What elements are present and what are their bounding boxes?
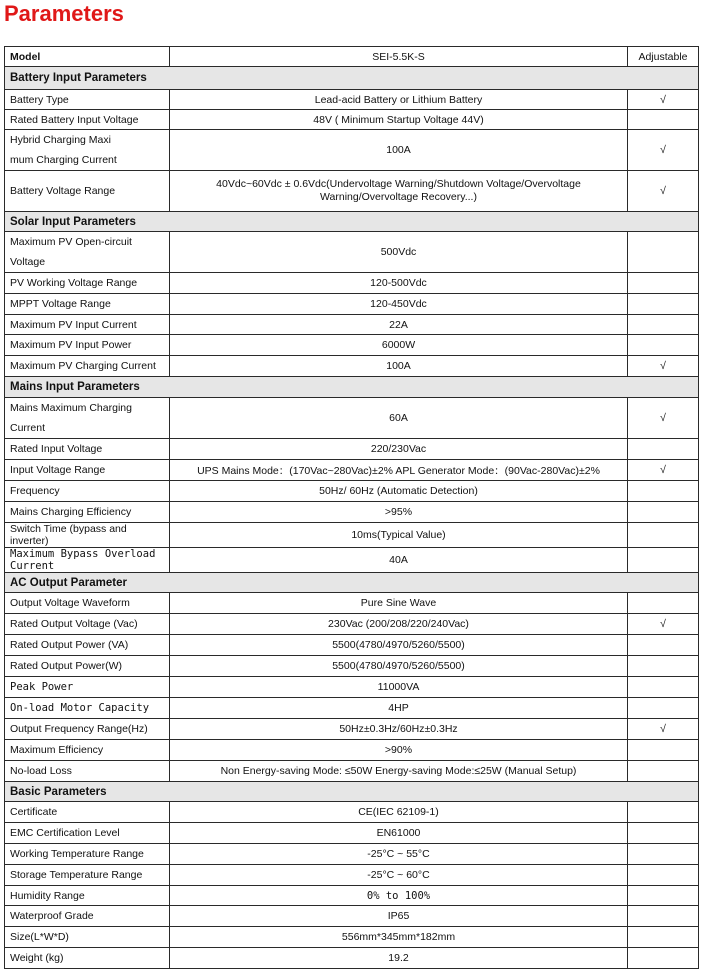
parameter-label: Rated Output Power(W)	[5, 656, 170, 677]
parameter-value: IP65	[170, 906, 628, 927]
parameter-label: Frequency	[5, 481, 170, 502]
section-title: Battery Input Parameters	[5, 67, 699, 90]
table-row	[5, 593, 699, 614]
parameter-value: 5500(4780/4970/5260/5500)	[170, 656, 628, 677]
adjustable-check	[628, 844, 699, 865]
adjustable-check	[628, 886, 699, 906]
parameter-value: 230Vac (200/208/220/240Vac)	[170, 614, 628, 635]
parameter-value: 19.2	[170, 948, 628, 969]
parameter-value: 60A	[170, 398, 628, 439]
table-row	[5, 171, 699, 212]
parameter-label: Maximum PV Charging Current	[5, 356, 170, 377]
parameters-table-body	[5, 47, 699, 969]
cell-line: Hybrid Charging Maxi	[10, 134, 111, 146]
adjustable-check	[628, 232, 699, 273]
table-row	[5, 548, 699, 573]
section-header-row	[5, 377, 699, 398]
parameter-label: Maximum Bypass Overload Current	[5, 548, 170, 573]
cell-line: 40Vdc~60Vdc ± 0.6Vdc(Undervoltage Warning/Shutdown Voltage/Overvoltage	[216, 178, 581, 190]
section-header-row	[5, 67, 699, 90]
table-row	[5, 927, 699, 948]
parameter-value: UPS Mains Mode：(170Vac~280Vac)±2% APL Generator Mode：(90Vac-280Vac)±2%	[170, 460, 628, 481]
table-row	[5, 677, 699, 698]
adjustable-check	[628, 315, 699, 335]
parameter-label: Humidity Range	[5, 886, 170, 906]
parameter-value: CE(IEC 62109-1)	[170, 802, 628, 823]
parameter-label: Maximum PV Input Power	[5, 335, 170, 356]
section-header-row	[5, 782, 699, 802]
adjustable-check	[628, 635, 699, 656]
table-row	[5, 110, 699, 130]
table-row	[5, 614, 699, 635]
parameter-value: 556mm*345mm*182mm	[170, 927, 628, 948]
parameter-value: EN61000	[170, 823, 628, 844]
parameter-value: 50Hz±0.3Hz/60Hz±0.3Hz	[170, 719, 628, 740]
table-header-row	[5, 47, 699, 67]
section-title: Solar Input Parameters	[5, 212, 699, 232]
parameter-label: Switch Time (bypass and inverter)	[5, 523, 170, 548]
section-header-row	[5, 573, 699, 593]
parameter-value: >95%	[170, 502, 628, 523]
adjustable-check: √	[628, 130, 699, 171]
parameter-label: Maximum PV Input Current	[5, 315, 170, 335]
parameter-label: Battery Type	[5, 90, 170, 110]
parameter-label: Output Voltage Waveform	[5, 593, 170, 614]
parameter-value: 50Hz/ 60Hz (Automatic Detection)	[170, 481, 628, 502]
table-row	[5, 802, 699, 823]
table-row	[5, 439, 699, 460]
parameter-label: Battery Voltage Range	[5, 171, 170, 212]
parameter-value: Lead-acid Battery or Lithium Battery	[170, 90, 628, 110]
parameter-label: Waterproof Grade	[5, 906, 170, 927]
table-row	[5, 130, 699, 171]
table-row	[5, 635, 699, 656]
table-row	[5, 698, 699, 719]
adjustable-check	[628, 740, 699, 761]
adjustable-check	[628, 110, 699, 130]
adjustable-check	[628, 593, 699, 614]
parameter-value: 6000W	[170, 335, 628, 356]
section-title: AC Output Parameter	[5, 573, 699, 593]
table-row	[5, 523, 699, 548]
adjustable-check	[628, 761, 699, 782]
adjustable-check: √	[628, 398, 699, 439]
table-row	[5, 823, 699, 844]
adjustable-check: √	[628, 460, 699, 481]
section-title: Basic Parameters	[5, 782, 699, 802]
parameter-label: Mains Charging Efficiency	[5, 502, 170, 523]
adjustable-check	[628, 294, 699, 315]
table-row	[5, 398, 699, 439]
parameter-value: 4HP	[170, 698, 628, 719]
parameter-label: PV Working Voltage Range	[5, 273, 170, 294]
parameter-value: 500Vdc	[170, 232, 628, 273]
parameter-label: Size(L*W*D)	[5, 927, 170, 948]
adjustable-check	[628, 439, 699, 460]
parameter-value: Non Energy-saving Mode: ≤50W Energy-saving Mode:≤25W (Manual Setup)	[170, 761, 628, 782]
parameter-value: >90%	[170, 740, 628, 761]
parameter-value: 5500(4780/4970/5260/5500)	[170, 635, 628, 656]
cell-line: Maximum PV Open-circuit	[10, 236, 132, 248]
parameter-value: 100A	[170, 130, 628, 171]
adjustable-check	[628, 273, 699, 294]
adjustable-check	[628, 656, 699, 677]
table-row	[5, 481, 699, 502]
cell-line: Current	[10, 422, 46, 434]
parameter-value: 40A	[170, 548, 628, 573]
parameter-label	[5, 130, 170, 171]
parameter-value: 22A	[170, 315, 628, 335]
section-header-row	[5, 212, 699, 232]
adjustable-check: √	[628, 614, 699, 635]
page-title: Parameters	[4, 1, 124, 26]
parameter-label: Maximum Efficiency	[5, 740, 170, 761]
adjustable-check	[628, 481, 699, 502]
parameter-value: 120-500Vdc	[170, 273, 628, 294]
table-row	[5, 90, 699, 110]
parameter-value: 120-450Vdc	[170, 294, 628, 315]
adjustable-check	[628, 948, 699, 969]
parameter-label: EMC Certification Level	[5, 823, 170, 844]
adjustable-check: √	[628, 719, 699, 740]
table-row	[5, 906, 699, 927]
table-row	[5, 865, 699, 886]
parameter-label: Certificate	[5, 802, 170, 823]
parameter-label: Output Frequency Range(Hz)	[5, 719, 170, 740]
table-row	[5, 886, 699, 906]
table-row	[5, 315, 699, 335]
parameter-label: Working Temperature Range	[5, 844, 170, 865]
adjustable-check	[628, 906, 699, 927]
adjustable-check: √	[628, 171, 699, 212]
parameter-label: Storage Temperature Range	[5, 865, 170, 886]
parameter-value: 48V ( Minimum Startup Voltage 44V)	[170, 110, 628, 130]
adjustable-check	[628, 823, 699, 844]
parameter-label: On-load Motor Capacity	[5, 698, 170, 719]
table-row	[5, 335, 699, 356]
cell-line: mum Charging Current	[10, 154, 117, 166]
adjustable-check	[628, 548, 699, 573]
cell-line: Voltage	[10, 256, 46, 268]
parameter-label: No-load Loss	[5, 761, 170, 782]
adjustable-label: Adjustable	[628, 47, 699, 67]
parameter-value: 0% to 100%	[170, 886, 628, 906]
table-row	[5, 502, 699, 523]
table-row	[5, 719, 699, 740]
table-row	[5, 356, 699, 377]
table-row	[5, 656, 699, 677]
table-row	[5, 294, 699, 315]
table-row	[5, 844, 699, 865]
table-row	[5, 948, 699, 969]
adjustable-check: √	[628, 90, 699, 110]
adjustable-check	[628, 677, 699, 698]
adjustable-check	[628, 502, 699, 523]
section-title: Mains Input Parameters	[5, 377, 699, 398]
parameter-value: -25°C ~ 55°C	[170, 844, 628, 865]
table-row	[5, 740, 699, 761]
adjustable-check	[628, 335, 699, 356]
parameter-label: Rated Input Voltage	[5, 439, 170, 460]
parameter-value: 11000VA	[170, 677, 628, 698]
table-row	[5, 460, 699, 481]
model-value: SEI-5.5K-S	[170, 47, 628, 67]
parameter-label: MPPT Voltage Range	[5, 294, 170, 315]
adjustable-check	[628, 802, 699, 823]
parameter-value: 100A	[170, 356, 628, 377]
parameter-label: Input Voltage Range	[5, 460, 170, 481]
parameter-value: 220/230Vac	[170, 439, 628, 460]
parameter-label: Rated Output Power (VA)	[5, 635, 170, 656]
adjustable-check	[628, 698, 699, 719]
cell-line: Warning/Overvoltage Recovery...)	[320, 191, 477, 203]
parameter-label: Weight (kg)	[5, 948, 170, 969]
parameter-label	[5, 398, 170, 439]
parameter-label: Rated Battery Input Voltage	[5, 110, 170, 130]
parameter-label	[5, 232, 170, 273]
parameter-value	[170, 171, 628, 212]
table-row	[5, 761, 699, 782]
adjustable-check: √	[628, 356, 699, 377]
adjustable-check	[628, 523, 699, 548]
parameter-value: 10ms(Typical Value)	[170, 523, 628, 548]
parameter-value: -25°C ~ 60°C	[170, 865, 628, 886]
cell-line: Mains Maximum Charging	[10, 402, 132, 414]
parameter-label: Peak Power	[5, 677, 170, 698]
adjustable-check	[628, 865, 699, 886]
model-label: Model	[5, 47, 170, 67]
parameters-table	[4, 46, 699, 969]
parameter-value: Pure Sine Wave	[170, 593, 628, 614]
table-row	[5, 273, 699, 294]
adjustable-check	[628, 927, 699, 948]
table-row	[5, 232, 699, 273]
parameter-label: Rated Output Voltage (Vac)	[5, 614, 170, 635]
